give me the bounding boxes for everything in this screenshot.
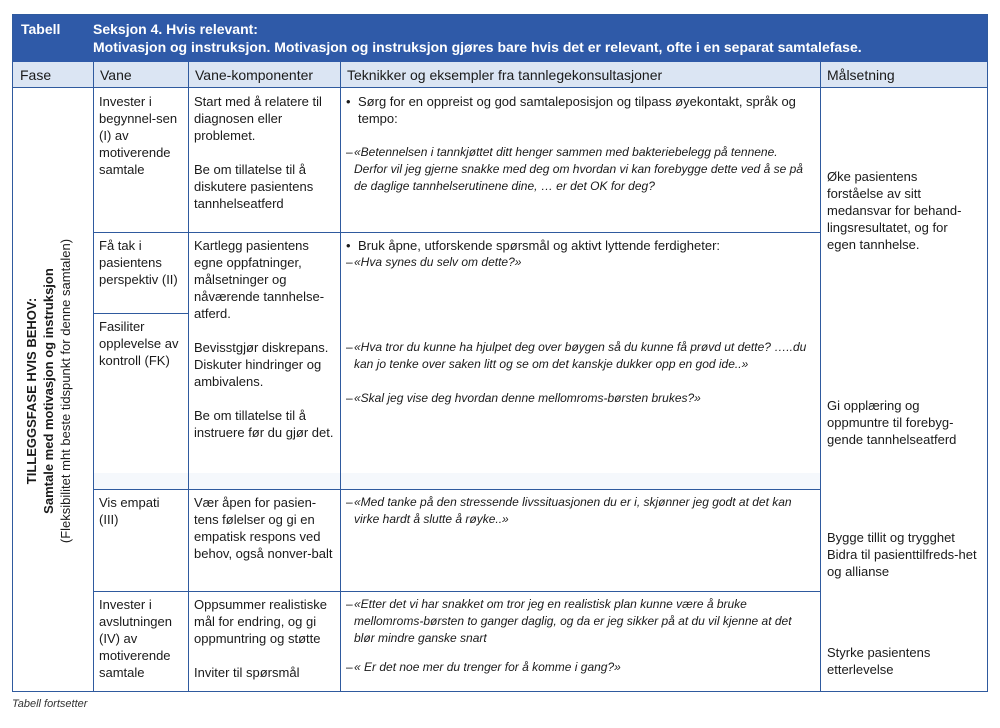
grid-line — [93, 313, 188, 314]
grid-line — [93, 232, 820, 233]
grid-line — [820, 62, 821, 691]
goal-3 — [827, 529, 982, 580]
vane-cell-5: Invester i avslutningen (IV) av motiverende samtale — [93, 591, 188, 691]
grid-line — [93, 489, 820, 490]
goal-4: Styrke pasientens etterlevelse — [827, 645, 931, 677]
goal-3-line-1: Bygge tillit og trygghet — [827, 530, 955, 545]
komponent-3-text-1: Bevisstgjør diskrepans. Diskuter hindringer og ambivalens. — [194, 340, 329, 389]
teknikk-1-bullet: • Sørg for en oppreist og god samtaleposisjon og tilpass øyekontakt, språk og tempo: — [346, 93, 814, 127]
grid-line — [188, 62, 189, 691]
goals-cell — [820, 88, 987, 691]
grid-line — [340, 62, 341, 691]
phase-title: TILLEGGSFASE HVIS BEHOV: — [24, 297, 39, 485]
komponent-cell-4: Vær åpen for pasien-tens følelser og gi en empatisk respons ved behov, også nonver-balt — [188, 489, 340, 591]
teknikk-5-quote-2: – « Er det noe mer du trenger for å komme i gang?» — [346, 659, 814, 676]
teknikk-4-quote: – «Med tanke på den stressende livssituasjonen du er i, skjønner jeg godt at det kan virke hardt å slutte å røyke..» — [346, 494, 814, 528]
teknikk-cell-5 — [340, 591, 820, 691]
teknikk-2-quote: – «Hva synes du selv om dette?» — [346, 254, 814, 271]
grid-line — [93, 591, 820, 592]
table-header — [13, 15, 987, 62]
phase-label — [18, 93, 88, 689]
vane-cell-4: Vis empati (III) — [93, 489, 188, 591]
teknikk-3-quote-2: – «Skal jeg vise deg hvordan denne mellomroms-børsten brukes?» — [346, 390, 814, 407]
grid-line — [93, 62, 94, 691]
table-label: Tabell — [21, 21, 61, 37]
komponent-cell-1 — [188, 88, 340, 232]
teknikk-2-bullet: • Bruk åpne, utforskende spørsmål og aktivt lyttende ferdigheter: — [346, 237, 814, 254]
teknikk-1-quote: – «Betennelsen i tannkjøttet ditt henger sammen med bakteriebelegg på tennene. Derfor vil jeg gjerne snakke med deg om hvordan vi kan forebygge dette ved å se på de daglige tannhelserutinene dine, … er det OK for deg? — [346, 144, 814, 195]
table-footer-note: Tabell fortsetter — [12, 698, 88, 710]
phase-note: (Fleksibilitet mht beste tidspunkt for denne samtalen) — [58, 238, 73, 544]
title-line-2: Motivasjon og instruksjon. Motivasjon og instruksjon gjøres bare hvis det er relevant, ofte i en separat samtalefase. — [93, 39, 862, 55]
vane-cell-1: Invester i begynnel-sen (I) av motiverende samtale — [93, 88, 188, 232]
table-title — [93, 20, 862, 56]
teknikk-cell-4 — [340, 489, 820, 591]
goal-2: Gi opplæring og oppmuntre til forebyg-gende tannhelseatferd — [827, 398, 957, 447]
komponent-cell-5 — [188, 591, 340, 691]
col-header-fase: Fase — [13, 62, 93, 88]
vane-cell-3: Fasiliter opplevelse av kontroll (FK) — [93, 313, 188, 473]
goal-3-line-2: Bidra til pasienttilfreds-het og allianse — [827, 547, 977, 579]
phase-subtitle: Samtale med motivasjon og instruksjon — [41, 268, 56, 514]
komponent-1-text-1: Start med å relatere til diagnosen eller problemet. — [194, 94, 322, 143]
col-header-teknikker: Teknikker og eksempler fra tannlegekonsultasjoner — [340, 62, 820, 88]
table — [12, 14, 988, 692]
col-header-malsetning: Målsetning — [820, 62, 987, 88]
komponent-1-text-2: Be om tillatelse til å diskutere pasientens tannhelseatferd — [194, 162, 314, 211]
komponent-5-text-1: Oppsummer realistiske mål for endring, og gi oppmuntring og støtte — [194, 597, 327, 646]
komponent-3-text-2: Be om tillatelse til å instruere før du gjør det. — [194, 408, 334, 440]
teknikk-cell-2 — [340, 232, 820, 473]
goal-1: Øke pasientens forståelse av sitt medansvar for behand-lingsresultatet, og for egen tannhelse. — [827, 169, 962, 252]
col-header-komponenter: Vane-komponenter — [188, 62, 340, 88]
komponent-5-text-2: Inviter til spørsmål — [194, 665, 300, 680]
teknikk-5-quote-1: – «Etter det vi har snakket om tror jeg en realistisk plan kunne være å bruke mellomroms-børsten to ganger daglig, og da er jeg sikker på at du vil kjenne at det blør mindre ganske snart — [346, 596, 814, 647]
komponent-cell-2 — [188, 232, 340, 473]
teknikk-3-quote-1: – «Hva tror du kunne ha hjulpet deg over bøygen så du kunne få prøvd ut dette? …..du kan jo tenke over saken litt og se om det kanskje dukker opp en god ide..» — [346, 339, 814, 373]
col-header-vane: Vane — [93, 62, 188, 88]
teknikk-cell-1 — [340, 88, 820, 232]
komponent-2-text-1: Kartlegg pasientens egne oppfatninger, målsetninger og nåværende tannhelse-atferd. — [194, 238, 325, 321]
vane-cell-2: Få tak i pasientens perspektiv (II) — [93, 232, 188, 313]
title-line-1: Seksjon 4. Hvis relevant: — [93, 21, 258, 37]
